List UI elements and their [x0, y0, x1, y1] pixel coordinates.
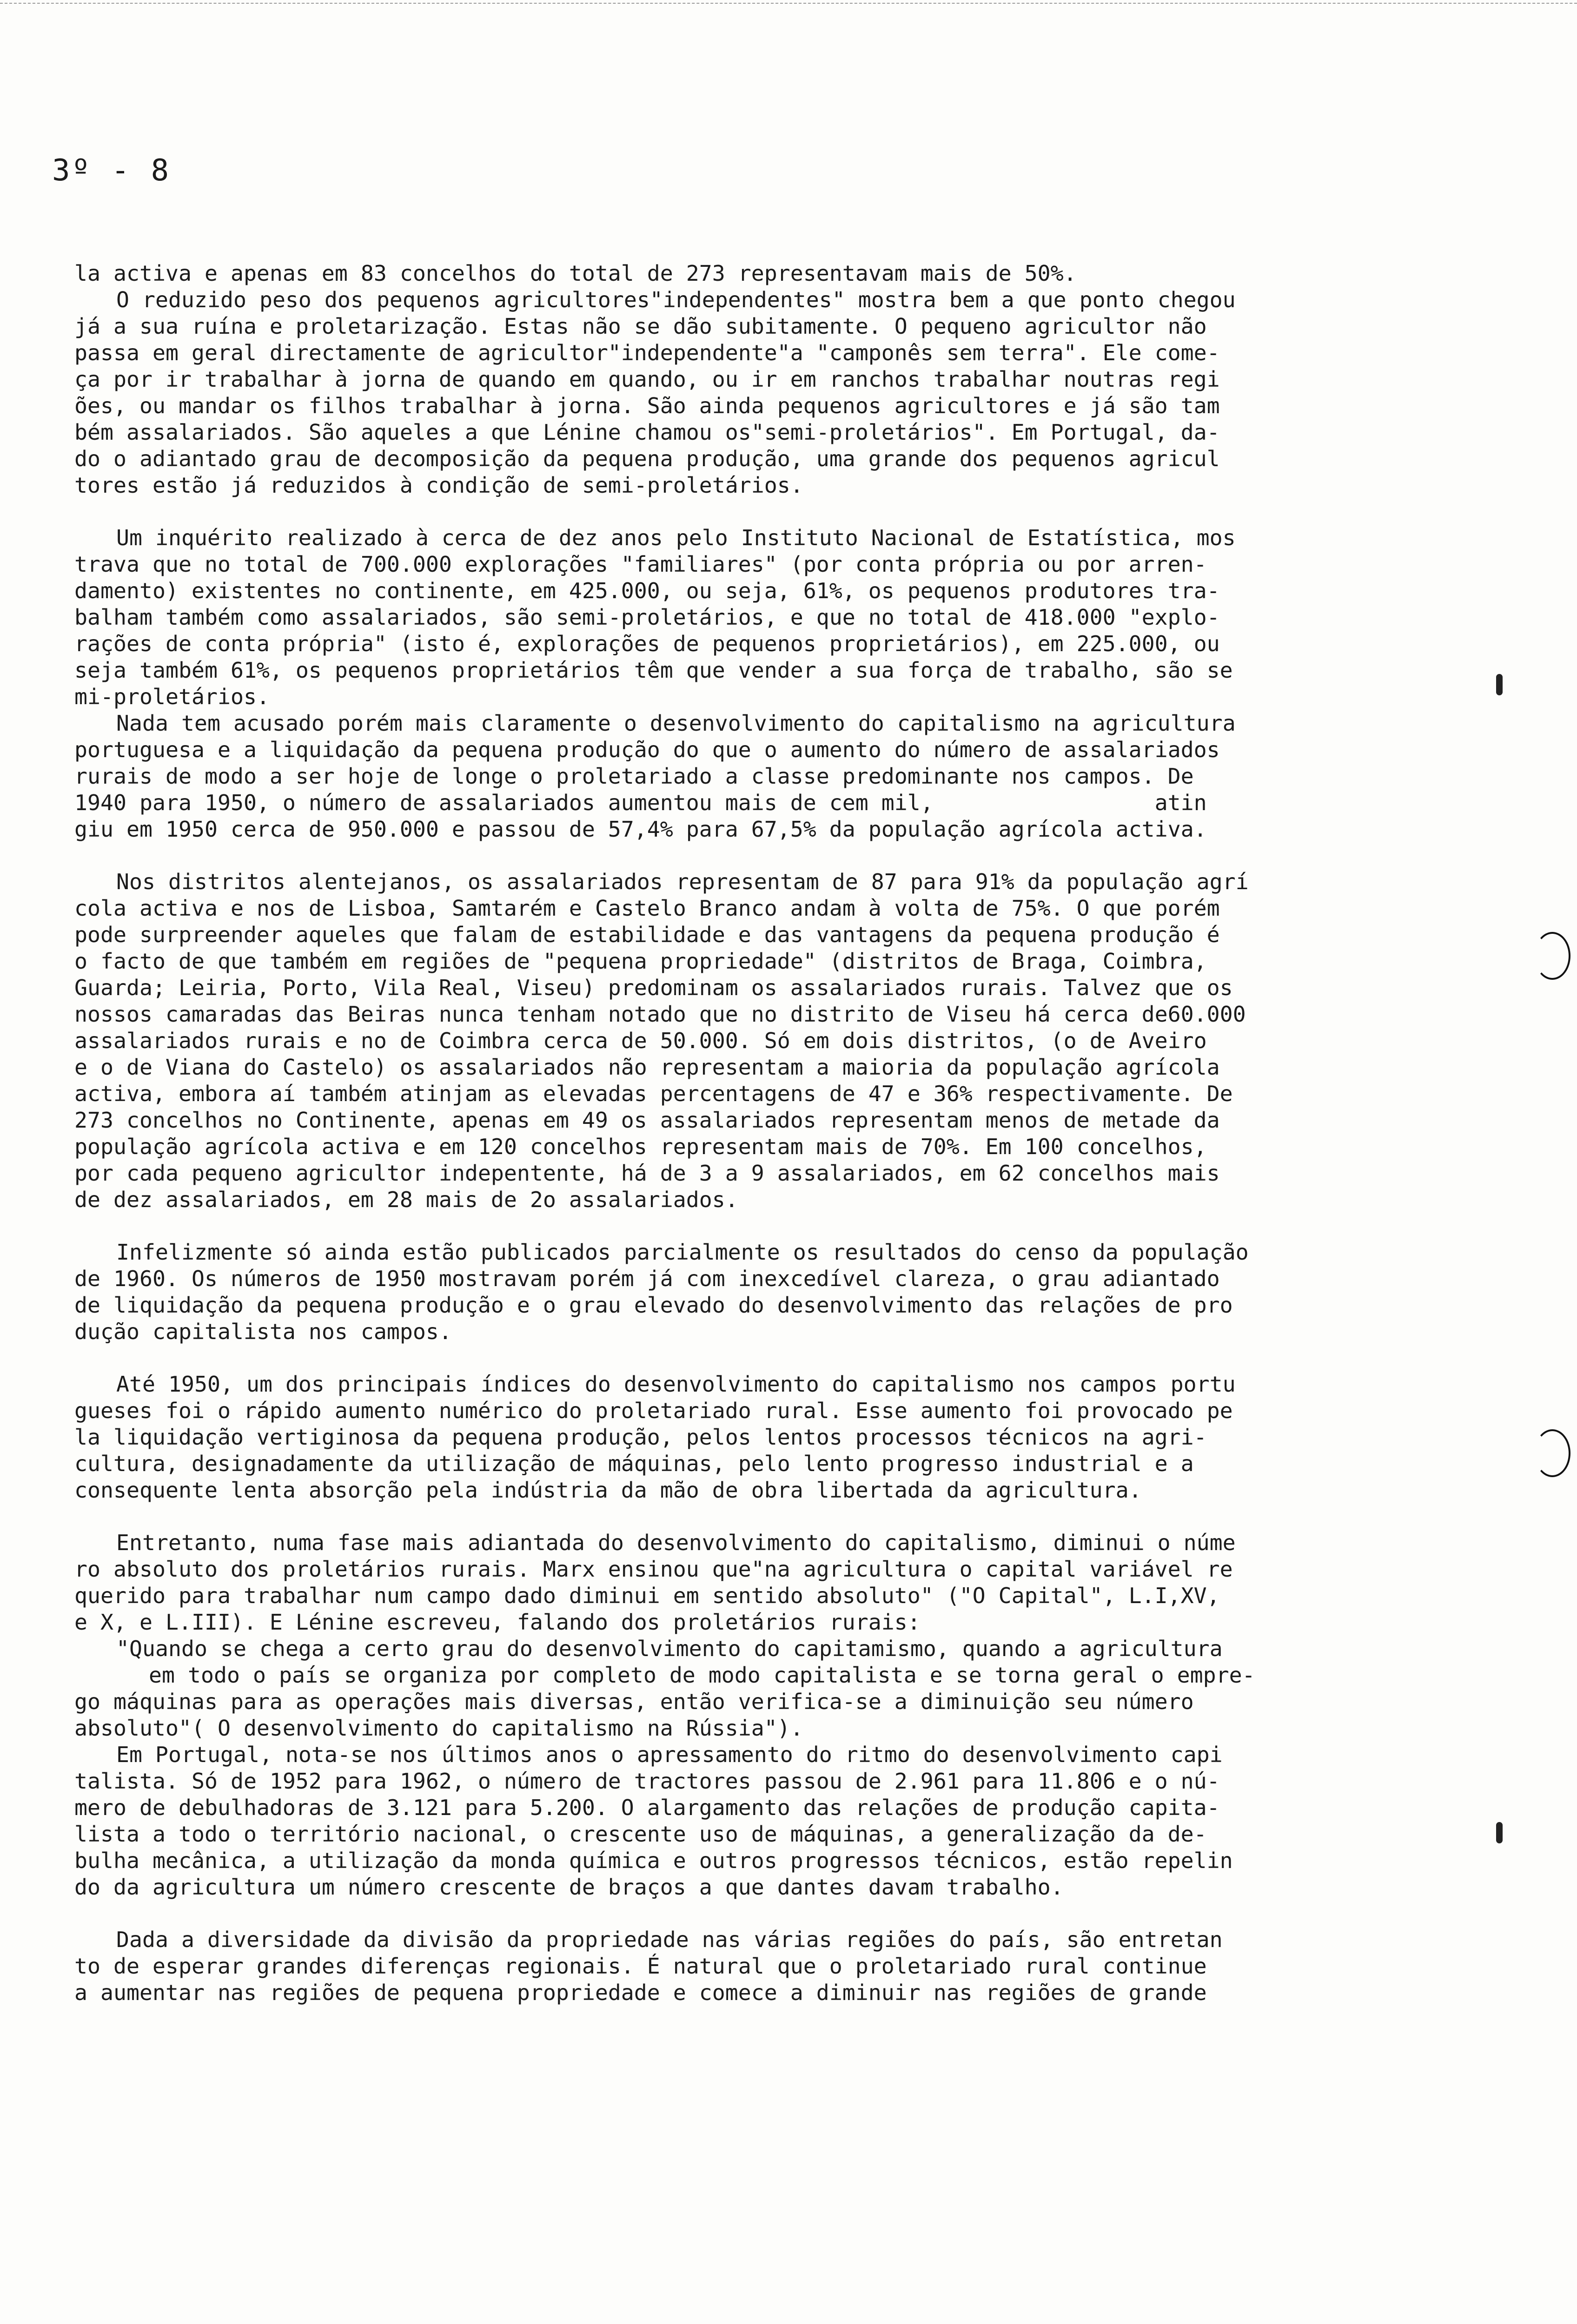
- text-line: Até 1950, um dos principais índices do desenvolvimento do capitalismo nos campos portu: [116, 1372, 1236, 1397]
- body-text: [74, 260, 1464, 2006]
- punch-hole-icon: [1534, 1429, 1570, 1477]
- top-edge-rule: [0, 0, 1577, 4]
- text-line: Em Portugal, nota-se nos últimos anos o apressamento do ritmo do desenvolvimento capi: [116, 1742, 1223, 1767]
- text-line: do o adiantado grau de decomposição da pequena produção, uma grande dos pequenos agricul: [74, 446, 1220, 471]
- paragraph-6: [74, 1530, 1464, 1901]
- text-line: Dada a diversidade da divisão da propriedade nas várias regiões do país, são entretan: [116, 1927, 1223, 1952]
- block-quote: [74, 1636, 1464, 1742]
- quote-line: "Quando se chega a certo grau do desenvolvimento do capitamismo, quando a agricultura: [116, 1636, 1223, 1661]
- margin-mark-icon: [1496, 674, 1503, 695]
- text-line: já a sua ruína e proletarização. Estas não se dão subitamente. O pequeno agricultor não: [74, 314, 1207, 339]
- page-number: 3º - 8: [52, 153, 171, 188]
- text-line: rurais de modo a ser hoje de longe o proletariado a classe predominante nos campos. De: [74, 764, 1194, 789]
- text-line: Nada tem acusado porém mais claramente o desenvolvimento do capitalismo na agricultura: [116, 711, 1236, 736]
- text-line: mi-proletários.: [74, 684, 270, 709]
- text-line: seja também 61%, os pequenos proprietários têm que vender a sua força de trabalho, são se: [74, 658, 1233, 683]
- text-line: balham também como assalariados, são semi-proletários, e que no total de 418.000 "explo-: [74, 605, 1220, 630]
- text-line: e X, e L.III). E Lénine escreveu, falando dos proletários rurais:: [74, 1610, 921, 1635]
- text-line: la liquidação vertiginosa da pequena produção, pelos lentos processos técnicos na agri-: [74, 1425, 1207, 1450]
- text-line: portuguesa e a liquidação da pequena produção do que o aumento do número de assalariados: [74, 737, 1220, 762]
- text-line: trava que no total de 700.000 explorações "familiares" (por conta própria ou por arren-: [74, 552, 1207, 577]
- text-line: 1940 para 1950, o número de assalariados aumentou mais de cem mil, atin: [74, 790, 1207, 815]
- paragraph-3: [74, 869, 1464, 1213]
- text-line: O reduzido peso dos pequenos agricultores"independentes" mostra bem a que ponto chegou: [116, 287, 1236, 312]
- text-line: talista. Só de 1952 para 1962, o número de tractores passou de 2.961 para 11.806 e o nú-: [74, 1769, 1220, 1794]
- text-line: população agrícola activa e em 120 concelhos representam mais de 70%. Em 100 concelhos,: [74, 1134, 1207, 1159]
- text-line: ça por ir trabalhar à jorna de quando em quando, ou ir em ranchos trabalhar noutras regi: [74, 367, 1220, 392]
- text-line: cultura, designadamente da utilização de máquinas, pelo lento progresso industrial e a: [74, 1451, 1194, 1476]
- text-line: dução capitalista nos campos.: [74, 1319, 452, 1344]
- text-line: do da agricultura um número crescente de braços a que dantes davam trabalho.: [74, 1875, 1064, 1900]
- text-line: la activa e apenas em 83 concelhos do total de 273 representavam mais de 50%.: [74, 261, 1077, 286]
- text-line: Entretanto, numa fase mais adiantada do desenvolvimento do capitalismo, diminui o núme: [116, 1530, 1236, 1555]
- quote-line: go máquinas para as operações mais diversas, então verifica-se a diminuição seu número: [74, 1689, 1194, 1714]
- text-line: mero de debulhadoras de 3.121 para 5.200. O alargamento das relações de produção capita-: [74, 1795, 1220, 1820]
- margin-mark-icon: [1496, 1822, 1503, 1843]
- text-line: o facto de que também em regiões de "pequena propriedade" (distritos de Braga, Coimbra,: [74, 949, 1207, 974]
- paragraph-4: [74, 1239, 1464, 1345]
- text-line: ro absoluto dos proletários rurais. Marx ensinou que"na agricultura o capital variável re: [74, 1557, 1233, 1582]
- quote-line: absoluto"( O desenvolvimento do capitalismo na Rússia").: [74, 1716, 803, 1741]
- paragraph-1: [74, 260, 1464, 499]
- text-line: por cada pequeno agricultor indepentente, há de 3 a 9 assalariados, em 62 concelhos mais: [74, 1161, 1220, 1186]
- text-line: Infelizmente só ainda estão publicados parcialmente os resultados do censo da população: [116, 1240, 1249, 1265]
- text-line: a aumentar nas regiões de pequena propriedade e comece a diminuir nas regiões de grande: [74, 1980, 1207, 2005]
- text-line: consequente lenta absorção pela indústria da mão de obra libertada da agricultura.: [74, 1478, 1142, 1503]
- text-line: activa, embora aí também atinjam as elevadas percentagens de 47 e 36% respectivamente. De: [74, 1081, 1233, 1106]
- quote-line: em todo o país se organiza por completo de modo capitalista e se torna geral o empre-: [149, 1663, 1255, 1688]
- text-line: de liquidação da pequena produção e o grau elevado do desenvolvimento das relações de pro: [74, 1293, 1233, 1318]
- punch-hole-icon: [1534, 932, 1570, 980]
- text-line: nossos camaradas das Beiras nunca tenham notado que no distrito de Viseu há cerca de60.000: [74, 1002, 1246, 1027]
- text-line: bulha mecânica, a utilização da monda química e outros progressos técnicos, estão repelin: [74, 1848, 1233, 1873]
- text-line: de 1960. Os números de 1950 mostravam porém já com inexcedível clareza, o grau adiantado: [74, 1266, 1220, 1291]
- text-line: querido para trabalhar num campo dado diminui em sentido absoluto" ("O Capital", L.I,XV,: [74, 1583, 1220, 1608]
- text-line: assalariados rurais e no de Coimbra cerca de 50.000. Só em dois distritos, (o de Aveiro: [74, 1028, 1207, 1053]
- text-line: Nos distritos alentejanos, os assalariados representam de 87 para 91% da população agrí: [116, 869, 1249, 894]
- text-line: to de esperar grandes diferenças regionais. É natural que o proletariado rural continue: [74, 1954, 1207, 1979]
- paragraph-5: [74, 1371, 1464, 1504]
- text-line: tores estão já reduzidos à condição de semi-proletários.: [74, 473, 803, 498]
- paragraph-2: [74, 525, 1464, 843]
- text-line: cola activa e nos de Lisboa, Samtarém e Castelo Branco andam à volta de 75%. O que porém: [74, 896, 1220, 921]
- text-line: passa em geral directamente de agricultor"independente"a "camponês sem terra". Ele come-: [74, 340, 1220, 365]
- paragraph-7: [74, 1927, 1464, 2006]
- text-line: bém assalariados. São aqueles a que Lénine chamou os"semi-proletários". Em Portugal, da-: [74, 420, 1220, 445]
- text-line: Um inquérito realizado à cerca de dez anos pelo Instituto Nacional de Estatística, mos: [116, 525, 1236, 550]
- text-line: de dez assalariados, em 28 mais de 2o assalariados.: [74, 1187, 738, 1212]
- text-line: gueses foi o rápido aumento numérico do proletariado rural. Esse aumento foi provocado pe: [74, 1398, 1233, 1423]
- text-line: e o de Viana do Castelo) os assalariados não representam a maioria da população agrícola: [74, 1055, 1220, 1080]
- text-line: pode surpreender aqueles que falam de estabilidade e das vantagens da pequena produção é: [74, 922, 1220, 947]
- text-line: giu em 1950 cerca de 950.000 e passou de 57,4% para 67,5% da população agrícola activa.: [74, 817, 1207, 842]
- text-line: ões, ou mandar os filhos trabalhar à jorna. São ainda pequenos agricultores e já são tam: [74, 393, 1220, 418]
- text-line: 273 concelhos no Continente, apenas em 49 os assalariados representam menos de metade da: [74, 1108, 1220, 1133]
- text-line: lista a todo o território nacional, o crescente uso de máquinas, a generalização da de-: [74, 1822, 1207, 1847]
- text-line: Guarda; Leiria, Porto, Vila Real, Viseu) predominam os assalariados rurais. Talvez que os: [74, 975, 1233, 1000]
- text-line: damento) existentes no continente, em 425.000, ou seja, 61%, os pequenos produtores tra-: [74, 578, 1220, 603]
- text-line: rações de conta própria" (isto é, explorações de pequenos proprietários), em 225.000, ou: [74, 631, 1220, 656]
